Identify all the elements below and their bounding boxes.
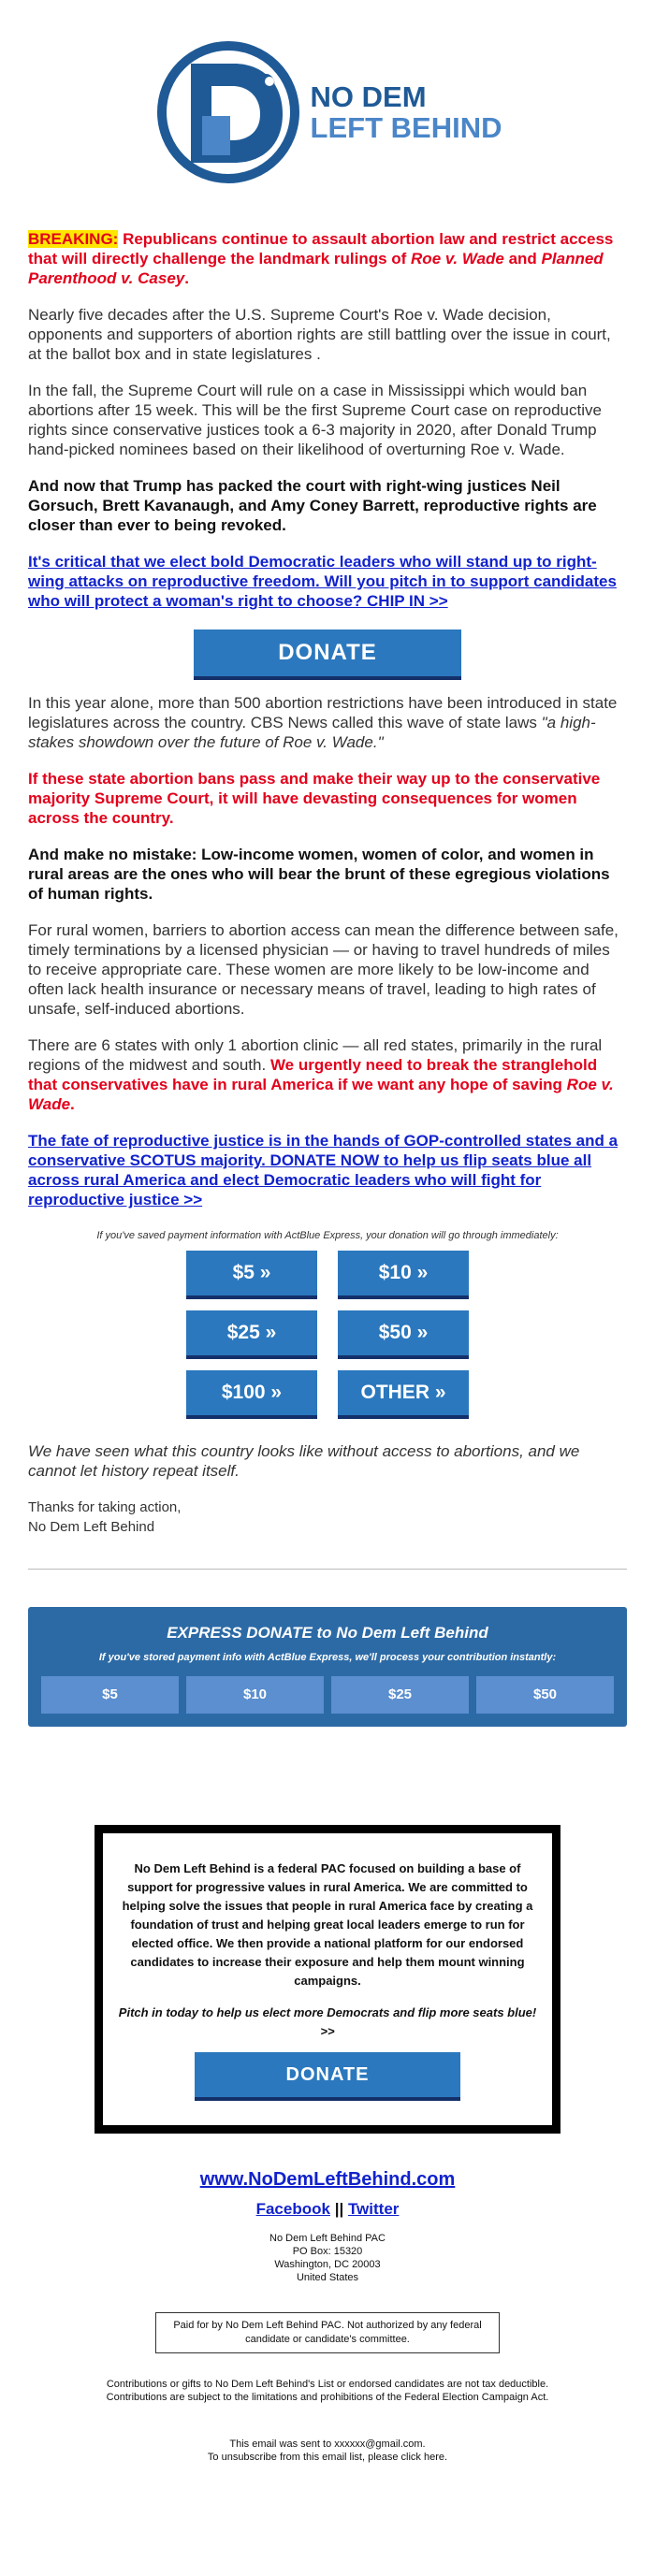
social-links [28, 2200, 627, 2219]
email-body [28, 0, 627, 2464]
breaking-text-2: and [503, 250, 542, 268]
paragraph-2: In the fall, the Supreme Court will rule on a case in Mississippi which would ban abortions after 15 week. This will be the first Supreme Court case on reproductive rights since conservative justices took a 6-3 majority in 2020, after Donald Trump hand-picked nominees based on their likelihood of overturning Roe v. Wade. [28, 382, 602, 458]
address-line: Washington, DC 20003 [274, 2259, 381, 2270]
unsubscribe-link[interactable]: To unsubscribe from this email list, please click here. [207, 2452, 448, 2463]
paragraph-9-text: There are 6 states with only 1 abortion clinic — all red states, primarily in the rural regions of the midwest and south. [28, 1036, 603, 1074]
paragraph-9 [28, 1035, 627, 1114]
logo[interactable] [28, 0, 627, 187]
amount-button-10[interactable]: $10 » [338, 1251, 469, 1299]
express-button-50[interactable]: $50 [476, 1676, 614, 1714]
facebook-link[interactable]: Facebook [255, 2200, 330, 2218]
express-donate-box [28, 1607, 627, 1727]
express-amount-row [41, 1676, 614, 1714]
social-separator: || [334, 2200, 344, 2218]
amount-button-25[interactable]: $25 » [186, 1310, 317, 1359]
paragraph-7: And make no mistake: Low-income women, women of color, and women in rural areas are the ones who will bear the brunt of these egregious violations of human rights. [28, 846, 610, 903]
express-subtitle: If you've stored payment info with ActBlue Express, we'll process your contribution instantly: [98, 1652, 557, 1663]
paragraph-6: If these state abortion bans pass and make their way up to the conservative majority Supreme Court, it will have devasting consequences for women across the country. [28, 770, 601, 827]
paragraph-8: For rural women, barriers to abortion access can mean the difference between safe, timely terminations by a licensed physician — or having to travel hundreds of miles to receive appropriate care. These women are more likely to be low-income and often lack health insurance or necessary means of travel, leading to high rates of unsafe, self-induced abortions. [28, 921, 619, 1018]
signoff [28, 1498, 627, 1537]
paid-for-disclaimer: Paid for by No Dem Left Behind PAC. Not authorized by any federal candidate or candidate's committee. [155, 2312, 500, 2353]
signoff-name: No Dem Left Behind [28, 1519, 155, 1535]
breaking-text-3: . [184, 269, 189, 287]
express-button-25[interactable]: $25 [331, 1676, 469, 1714]
paragraph-9-red-text: We urgently need to break the stranglehold that conservatives have in rural America if we want any hope of saving [28, 1056, 598, 1093]
donate-now-link[interactable]: The fate of reproductive justice is in the hands of GOP-controlled states and a conservative SCOTUS majority. DONATE NOW to help us flip seats blue all across rural America and elect Democratic leaders who will fight for reproductive justice >> [28, 1132, 619, 1208]
express-title: EXPRESS DONATE to No Dem Left Behind [167, 1624, 488, 1642]
website-link[interactable]: www.NoDemLeftBehind.com [199, 2169, 456, 2190]
express-note: If you've saved payment information with ActBlue Express, your donation will go through immediately: [96, 1230, 559, 1241]
amount-button-50[interactable]: $50 » [338, 1310, 469, 1359]
contribution-line-1: Contributions or gifts to No Dem Left Behind's List or endorsed candidates are not tax deductible. [106, 2379, 549, 2390]
about-box [95, 1825, 560, 2134]
amount-button-other[interactable]: OTHER » [338, 1370, 469, 1419]
divider [28, 1569, 627, 1570]
address-line: No Dem Left Behind PAC [269, 2233, 386, 2244]
contribution-line-2: Contributions are subject to the limitations and prohibitions of the Federal Election Campaign Act. [106, 2392, 549, 2403]
chip-in-link[interactable]: It's critical that we elect bold Democratic leaders who will stand up to right-wing attacks on reproductive freedom. Will you pitch in to support candidates who will protect a woman's right to choose? CHIP IN >> [28, 553, 617, 610]
breaking-case-1: Roe v. Wade [411, 250, 504, 268]
logo-line-2: LEFT BEHIND [310, 111, 502, 144]
twitter-link[interactable]: Twitter [347, 2200, 400, 2218]
paragraph-1: Nearly five decades after the U.S. Supreme Court's Roe v. Wade decision, opponents and supporters of abortion rights are still battling over the issue in court, at the ballot box and in state legislatures . [28, 306, 611, 363]
paragraph-5 [28, 693, 627, 752]
express-button-10[interactable]: $10 [186, 1676, 324, 1714]
address-line: PO Box: 15320 [292, 2246, 363, 2257]
mailing-address [28, 2232, 627, 2284]
about-text: No Dem Left Behind is a federal PAC focused on building a base of support for progressive values in rural America. We are committed to helping solve the issues that people in rural America face by creating a foundation of trust and helping great local leaders emerge to run for elected office. We then provide a national platform for our endorsed candidates to increase their exposure and help them mount winning campaigns. [122, 1861, 533, 1988]
express-button-5[interactable]: $5 [41, 1676, 179, 1714]
amount-button-100[interactable]: $100 » [186, 1370, 317, 1419]
breaking-text-1: Republicans continue to assault abortion law and restrict access that will directly challenge the landmark rulings of [28, 230, 614, 268]
logo-mark-icon [153, 37, 313, 187]
amount-grid [28, 1251, 627, 1419]
paragraph-3: And now that Trump has packed the court with right-wing justices Neil Gorsuch, Brett Kavanaugh, and Amy Coney Barrett, reproductive rights are closer than ever to being revoked. [28, 477, 597, 534]
contribution-disclaimer [28, 2378, 627, 2404]
about-donate-button[interactable]: DONATE [195, 2052, 460, 2101]
signoff-thanks: Thanks for taking action, [28, 1499, 182, 1515]
paragraph-9-case: Roe v. Wade [28, 1076, 614, 1113]
email-footer [28, 2438, 627, 2464]
website [28, 2169, 627, 2191]
paragraph-9-end: . [70, 1095, 75, 1113]
donate-button[interactable]: DONATE [194, 630, 461, 680]
paragraph-5-quote: "a high-stakes showdown over the future of Roe v. Wade." [28, 714, 596, 751]
amount-button-5[interactable]: $5 » [186, 1251, 317, 1299]
breaking-paragraph [28, 229, 627, 288]
logo-text [311, 81, 502, 143]
closing-statement: We have seen what this country looks like without access to abortions, and we cannot let history repeat itself. [28, 1442, 580, 1480]
logo-line-1: NO DEM [310, 80, 427, 113]
address-line: United States [296, 2272, 359, 2283]
breaking-case-2: Planned Parenthood v. Casey [28, 250, 604, 287]
about-pitch: Pitch in today to help us elect more Democrats and flip more seats blue! >> [118, 2005, 537, 2038]
paragraph-5-text: In this year alone, more than 500 abortion restrictions have been introduced in state legislatures across the country. CBS News called this wave of state laws [28, 694, 618, 731]
breaking-label: BREAKING: [28, 230, 119, 248]
sent-to-text: This email was sent to xxxxxx@gmail.com. [229, 2439, 426, 2450]
